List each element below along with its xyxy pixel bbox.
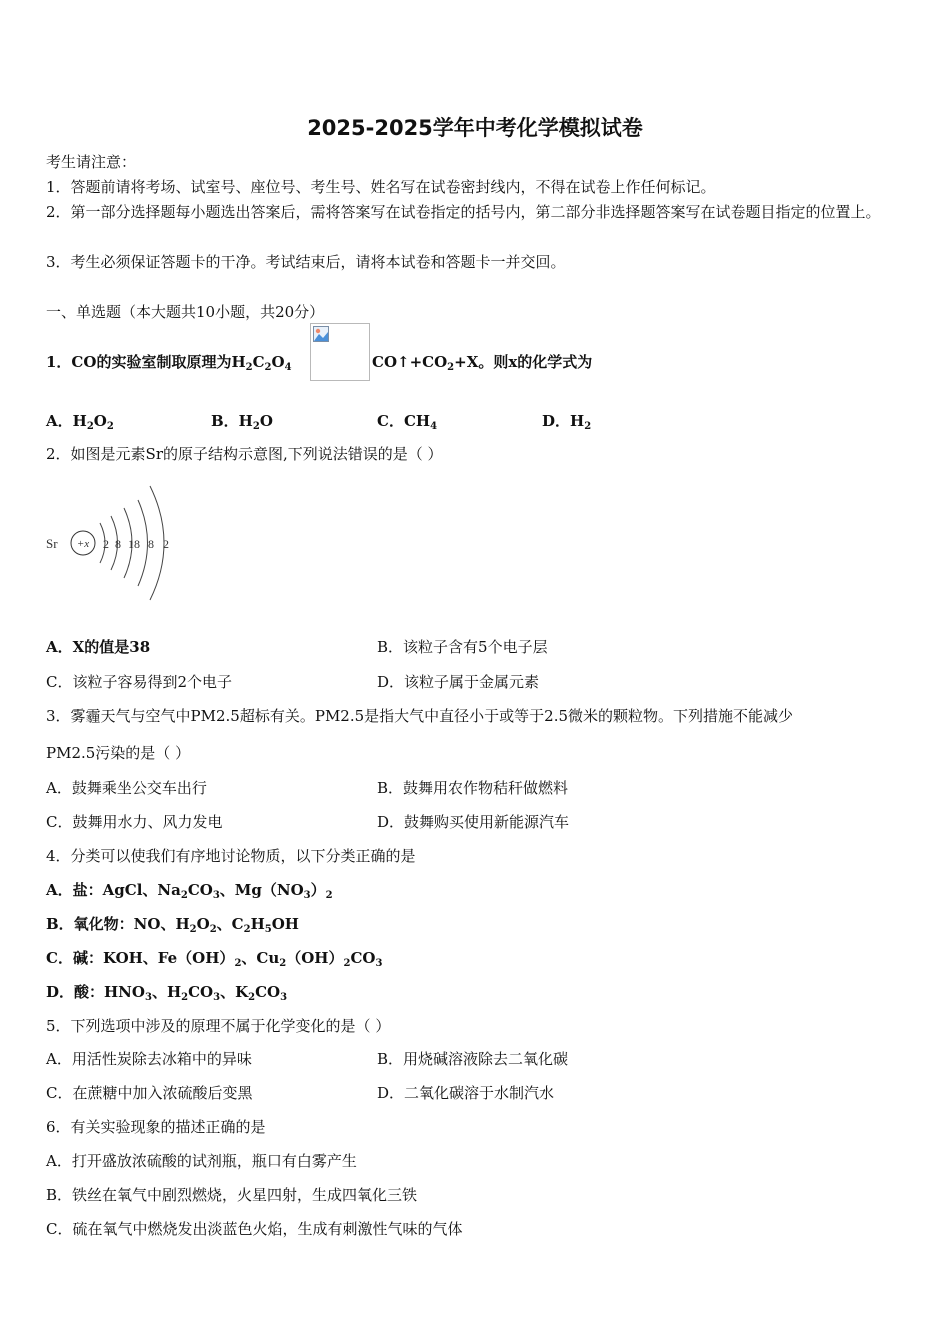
- q4-option-a[interactable]: A．盐：AgCl、$Na_2CO_3$、$Mg(NO_3)_2$: [46, 881, 333, 901]
- notice-heading: 考生请注意：: [46, 153, 137, 171]
- notice-item-1: 1．答题前请将考场、试室号、座位号、考生号、姓名写在试卷密封线内，不得在试卷上作任何标记。: [46, 178, 716, 196]
- q2-option-b[interactable]: B．该粒子含有5个电子层: [377, 638, 548, 656]
- q3-option-c[interactable]: C．鼓舞用水力、风力发电: [46, 813, 223, 831]
- q6-option-c[interactable]: C．硫在氧气中燃烧发出淡蓝色火焰，生成有刺激性气味的气体: [46, 1220, 463, 1238]
- reaction-condition-image: [310, 323, 370, 381]
- q5-stem: 5．下列选项中涉及的原理不属于化学变化的是（ ）: [46, 1017, 391, 1035]
- q1-option-a[interactable]: A．$H_2O_2$: [46, 412, 114, 432]
- shell-count-2: 8: [115, 537, 121, 551]
- q6-option-a[interactable]: A．打开盛放浓硫酸的试剂瓶，瓶口有白雾产生: [46, 1152, 357, 1170]
- section-heading: 一、单选题（本大题共10小题，共20分）: [46, 303, 325, 321]
- q5-option-c[interactable]: C．在蔗糖中加入浓硫酸后变黑: [46, 1084, 253, 1102]
- q3-stem-line-2: PM2.5污染的是（ ）: [46, 744, 191, 762]
- atomic-structure-diagram: [40, 478, 180, 608]
- q6-stem: 6．有关实验现象的描述正确的是: [46, 1118, 266, 1136]
- q3-option-b[interactable]: B．鼓舞用农作物秸秆做燃料: [377, 779, 569, 797]
- q2-option-c[interactable]: C．该粒子容易得到2个电子: [46, 673, 233, 691]
- q3-stem-line-1: 3．雾霾天气与空气中PM2.5超标有关。PM2.5是指大气中直径小于或等于2.5微米的颗粒物。下列措施不能减少: [46, 707, 794, 725]
- notice-item-2: 2．第一部分选择题每小题选出答案后，需将答案写在试卷指定的括号内，第二部分非选择题答案写在试卷题目指定的位置上。: [46, 203, 881, 221]
- q1-option-c[interactable]: C．$CH_4$: [377, 412, 438, 432]
- q1-option-d[interactable]: D．$H_2$: [542, 412, 592, 432]
- shell-count-4: 8: [148, 537, 154, 551]
- q3-option-d[interactable]: D．鼓舞购买使用新能源汽车: [377, 813, 570, 831]
- q3-option-a[interactable]: A．鼓舞乘坐公交车出行: [46, 779, 207, 797]
- shell-count-5: 2: [163, 537, 169, 551]
- q4-option-c[interactable]: C．碱：KOH、$Fe(OH)_2$、$Cu_2(OH)_2CO_3$: [46, 949, 383, 969]
- q2-option-a[interactable]: A．X的值是38: [46, 638, 151, 656]
- shell-count-3: 18: [128, 537, 140, 551]
- q2-stem: 2．如图是元素Sr的原子结构示意图,下列说法错误的是（ ）: [46, 445, 443, 463]
- q5-option-a[interactable]: A．用活性炭除去冰箱中的异味: [46, 1050, 252, 1068]
- q5-option-b[interactable]: B．用烧碱溶液除去二氧化碳: [377, 1050, 569, 1068]
- q4-option-d[interactable]: D．酸：$HNO_3$、$H_2CO_3$、$K_2CO_3$: [46, 983, 288, 1003]
- q1-option-b[interactable]: B．$H_2O$: [211, 412, 273, 432]
- q4-stem: 4．分类可以使我们有序地讨论物质，以下分类正确的是: [46, 847, 416, 865]
- q6-option-b[interactable]: B．铁丝在氧气中剧烈燃烧，火星四射，生成四氧化三铁: [46, 1186, 418, 1204]
- nucleus-charge: +x: [76, 538, 90, 550]
- q2-option-d[interactable]: D．该粒子属于金属元素: [377, 673, 540, 691]
- q1-stem-tail: $CO↑+CO_2+X$。则x的化学式为: [372, 353, 593, 373]
- element-symbol: Sr: [46, 536, 58, 551]
- q1-stem: 1．CO的实验室制取原理为$H_2C_2O_4$: [46, 353, 292, 373]
- q4-option-b[interactable]: B．氧化物：NO、$H_2O_2$、$C_2H_5OH$: [46, 915, 299, 935]
- shell-count-1: 2: [103, 537, 109, 551]
- broken-image-icon: [313, 326, 329, 342]
- page-title: 2025-2025学年中考化学模拟试卷: [307, 116, 643, 140]
- q5-option-d[interactable]: D．二氧化碳溶于水制汽水: [377, 1084, 555, 1102]
- notice-item-3: 3．考生必须保证答题卡的干净。考试结束后，请将本试卷和答题卡一并交回。: [46, 253, 566, 271]
